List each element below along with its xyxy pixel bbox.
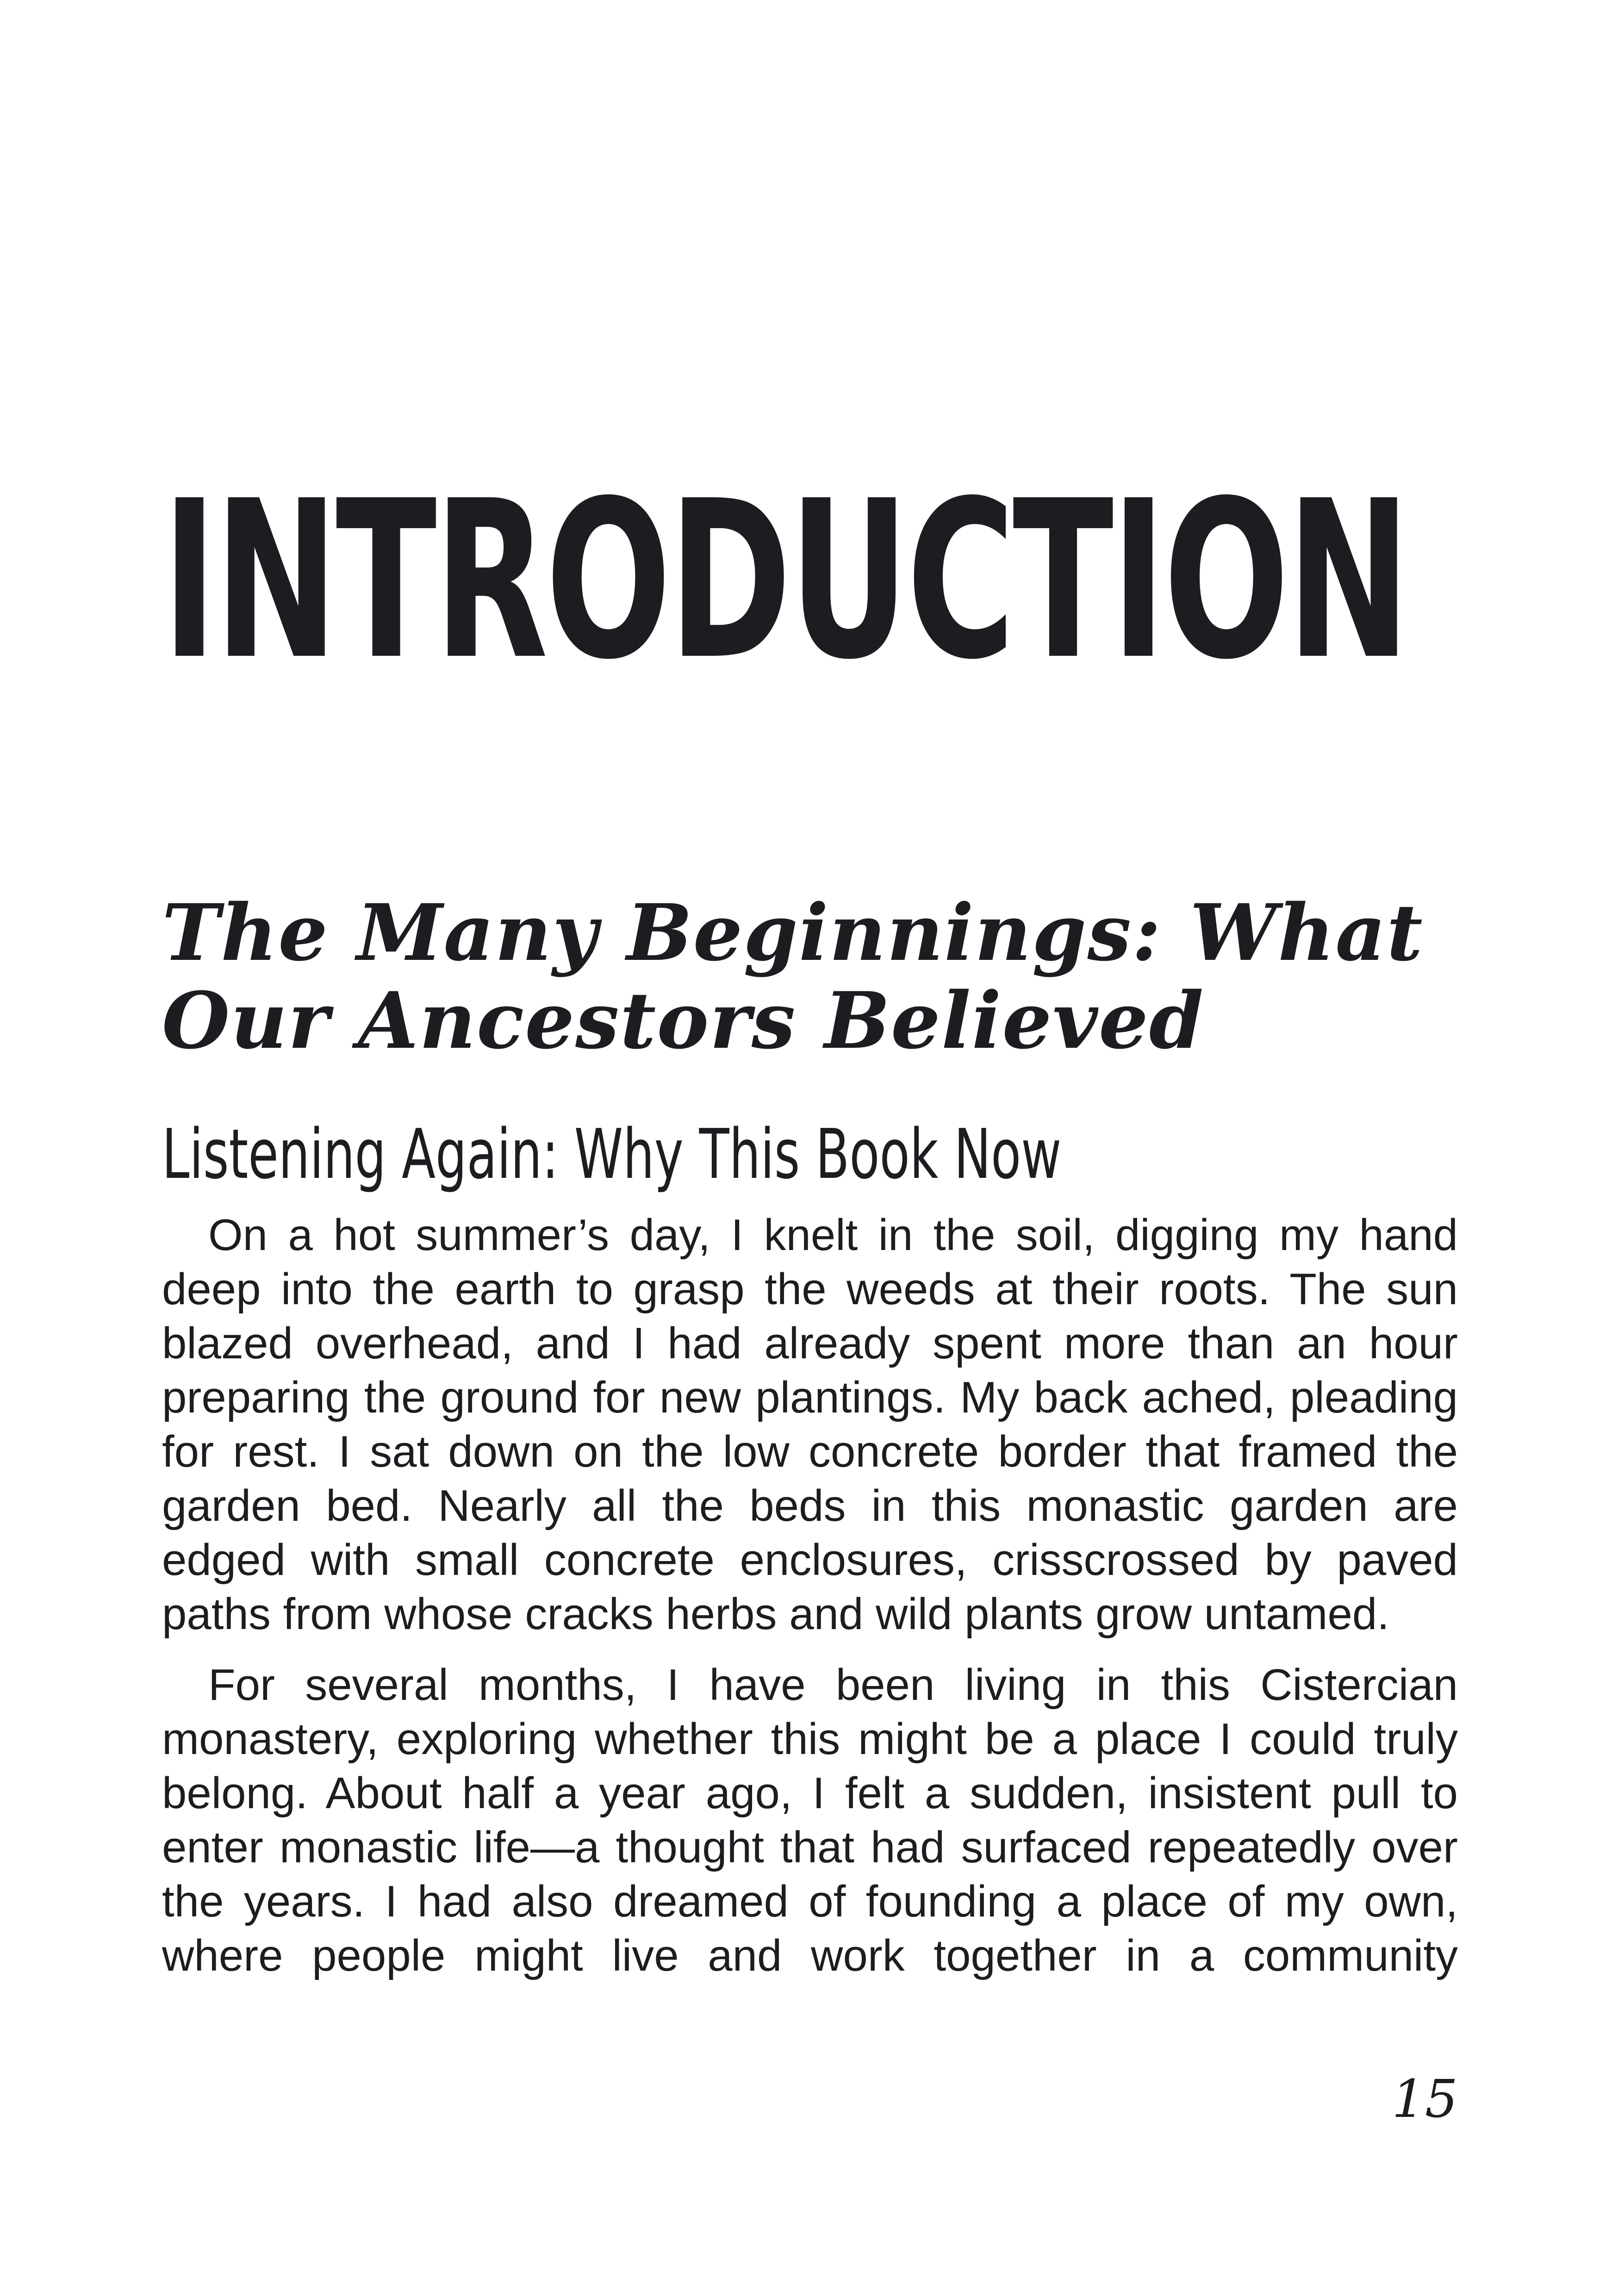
subsection-title: Listening Again: Why This Book Now [162,1114,1062,1194]
paragraph: For several months, I have been living in this Cistercian monastery, exploring whether this might be a place I could truly belong. About half a year ago, I felt a sudden, insistent pull to enter monastic life—a thought that had surfaced repeatedly over the years. I had also dreamed of founding a place of my own, where people might live and work together in a community [162,1660,1458,1980]
section-title: The Many Beginnings: What Our Ancestors Believed [162,887,1424,1066]
paragraph: On a hot summer’s day, I knelt in the soil, digging my hand deep into the earth to grasp the weeds at their roots. The sun blazed overhead, and I had already spent more than an hour preparing the ground for new plantings. My back ached, pleading for rest. I sat down on the low concrete border that framed the garden bed. Nearly all the beds in this monastic garden are edged with small concrete enclosures, crisscrossed by paved paths from whose cracks herbs and wild plants grow untamed. [162,1210,1458,1639]
page-number: 15 [1392,2069,1458,2129]
body-text [162,1208,1458,1999]
chapter-title: INTRODUCTION [162,454,1408,707]
